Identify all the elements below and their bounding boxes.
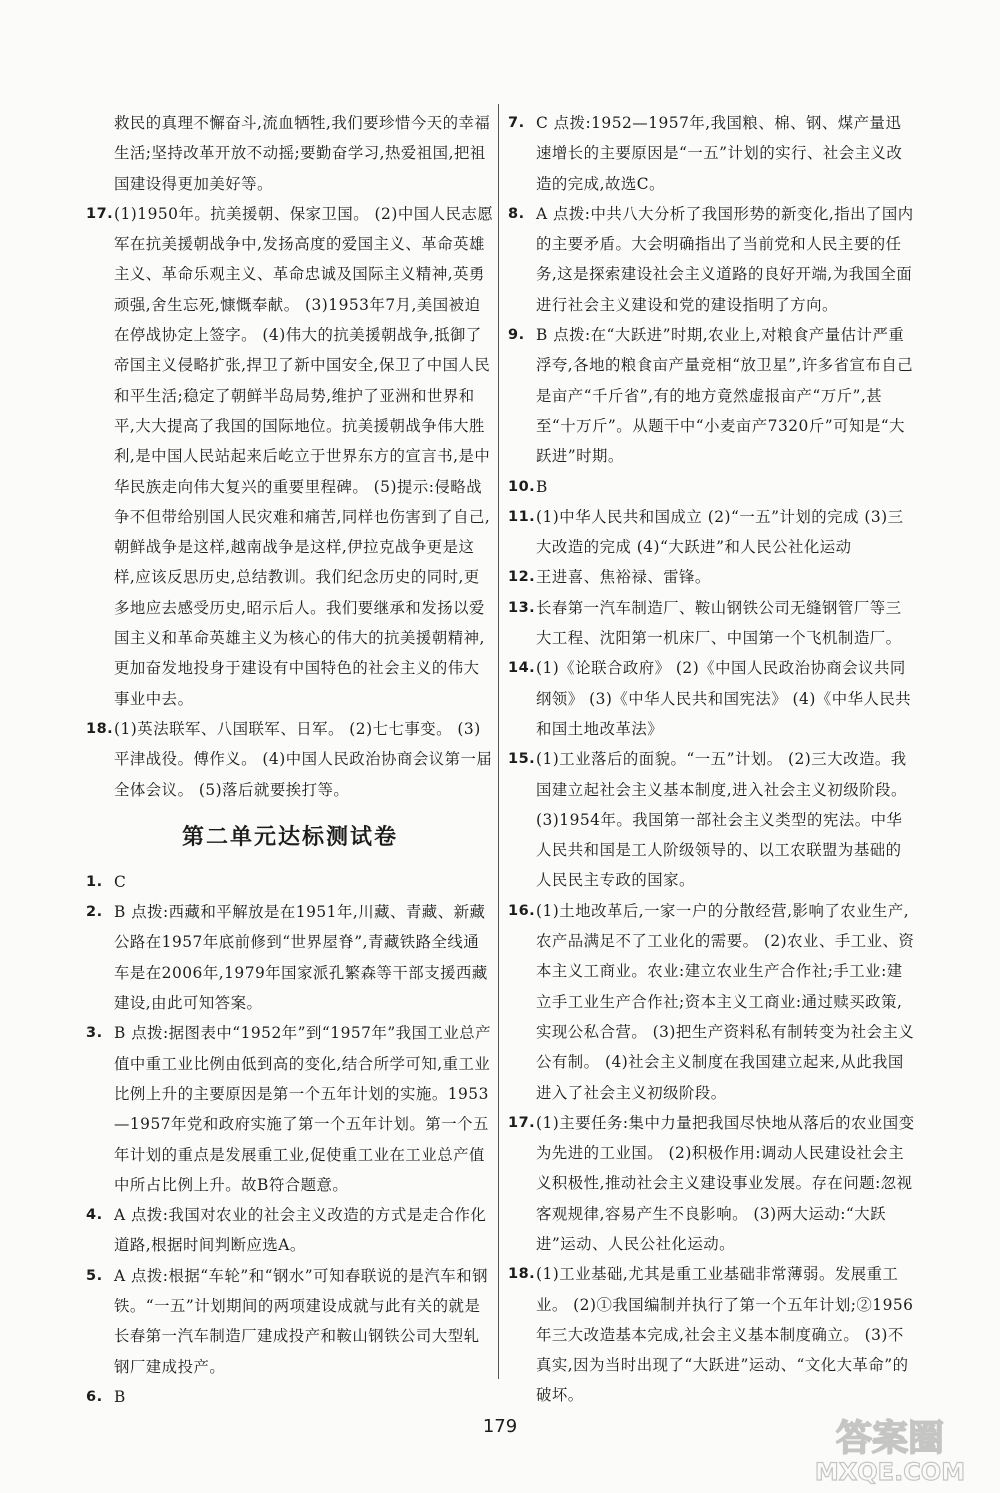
answer-item-continued	[86, 108, 494, 199]
item-number: 11.	[508, 508, 536, 525]
item-number: 17.	[508, 1114, 536, 1131]
watermark-text: 答案圈	[835, 1418, 945, 1459]
item-number: 18.	[508, 1266, 536, 1283]
answer-item-17	[508, 1108, 916, 1259]
item-number: 5.	[86, 1267, 103, 1284]
item-text: (1)1950年。抗美援朝、保家卫国。 (2)中国人民志愿军在抗美援朝战争中,发扬高度的爱国主义、革命英雄主义、革命乐观主义、革命忠诚及国际主义精神,英勇顽强,舍生忘死,慷慨奉献。 (3)1953年7月,美国被迫在停战协定上签字。 (4)伟大的抗美援朝战争,抵御了帝国主义侵略扩张,捍卫了新中国安全,保卫了中国人民和平生活;稳定了朝鲜半岛局势,维护了亚洲和世界和平,大大提高了我国的国际地位。抗美援朝战争伟大胜利,是中国人民站起来后屹立于世界东方的宣言书,是中华民族走向伟大复兴的重要里程碑。 (5)提示:侵略战争不但带给别国人民灾难和痛苦,同样也伤害到了自己,朝鲜战争是这样,越南战争是这样,伊拉克战争更是这样,应该反思历史,总结教训。我们纪念历史的同时,更多地应去感受历史,昭示后人。我们要继承和发扬以爱国主义和革命英雄主义为核心的伟大的抗美援朝精神,更加奋发地投身于建设有中国特色的社会主义的伟大事业中去。	[114, 204, 494, 708]
item-number: 15.	[508, 751, 536, 768]
answer-item-15	[508, 744, 916, 895]
item-text: B	[536, 477, 548, 496]
item-text: 长春第一汽车制造厂、鞍山钢铁公司无缝钢管厂等三大工程、沈阳第一机床厂、中国第一个飞机制造厂。	[536, 598, 902, 648]
item-text: B 点拨:据图表中“1952年”到“1957年”我国工业总产值中重工业比例由低到高的变化,结合所学可知,重工业比例上升的主要原因是第一个五年计划的实施。1953—1957年党和政府实施了第一个五年计划。第一个五年计划的重点是发展重工业,促使重工业在工业总产值中所占比例上升。故B符合题意。	[114, 1024, 492, 1194]
item-number: 17.	[86, 205, 114, 222]
answer-item-7	[508, 108, 916, 199]
right-column	[508, 108, 916, 1411]
answer-item-13	[508, 593, 916, 654]
answer-item-6	[86, 1382, 494, 1412]
item-number: 13.	[508, 599, 536, 616]
answer-item-8	[508, 199, 916, 320]
item-number: 12.	[508, 569, 536, 586]
item-text: B 点拨:西藏和平解放是在1951年,川藏、青藏、新藏公路在1957年底前修到“世界屋脊”,青藏铁路全线通车是在2006年,1979年国家派孔繁森等干部支援西藏建设,由此可知答案。	[114, 903, 488, 1013]
answer-item-4	[86, 1200, 494, 1261]
item-text: C 点拨:1952—1957年,我国粮、棉、钢、煤产量迅速增长的主要原因是“一五”计划的实行、社会主义改造的完成,故选C。	[536, 114, 903, 193]
answer-item-10	[508, 472, 916, 502]
watermark-logo	[795, 1410, 985, 1488]
item-number: 9.	[508, 327, 525, 344]
item-text: (1)工业基础,尤其是重工业基础非常薄弱。发展重工业。 (2)①我国编制并执行了第一个五年计划;②1956年三大改造基本完成,社会主义基本制度确立。 (3)不真实,因为当时出现了“大跃进”运动、“文化大革命”的破坏。	[536, 1265, 914, 1405]
answer-item-16	[508, 896, 916, 1108]
answer-item-14	[508, 653, 916, 744]
answer-item-9	[508, 320, 916, 471]
column-divider	[498, 104, 499, 1379]
item-text: (1)主要任务:集中力量把我国尽快地从落后的农业国变为先进的工业国。 (2)积极作用:调动人民建设社会主义积极性,推动社会主义建设事业发展。存在问题:忽视客观规律,容易产生不良影响。 (3)两大运动:“大跃进”运动、人民公社化运动。	[536, 1113, 915, 1253]
item-text: B	[114, 1387, 126, 1406]
answer-item-2	[86, 897, 494, 1018]
item-number: 10.	[508, 478, 536, 495]
item-number: 16.	[508, 902, 536, 919]
item-text: A 点拨:我国对农业的社会主义改造的方式是走合作化道路,根据时间判断应选A。	[114, 1206, 487, 1255]
item-number: 4.	[86, 1207, 103, 1224]
answer-item-17	[86, 199, 494, 714]
item-number: 18.	[86, 720, 114, 737]
answer-item-1	[86, 867, 494, 897]
item-number: 2.	[86, 904, 103, 921]
item-text: (1)《论联合政府》 (2)《中国人民政治协商会议共同纲领》 (3)《中华人民共和国宪法》 (4)《中华人民共和国土地改革法》	[536, 659, 912, 738]
item-text: (1)土地改革后,一家一户的分散经营,影响了农业生产,农产品满足不了工业化的需要。 (2)农业、手工业、资本主义工商业。农业:建立农业生产合作社;手工业:建立手工业生产合作社;资本主义工商业:通过赎买政策,实现公私合营。 (3)把生产资料私有制转变为社会主义公有制。 (4)社会主义制度在我国建立起来,从此我国进入了社会主义初级阶段。	[536, 901, 915, 1102]
item-number: 7.	[508, 115, 525, 131]
item-number: 6.	[86, 1388, 103, 1405]
item-text: B 点拨:在“大跃进”时期,农业上,对粮食产量估计严重浮夸,各地的粮食亩产量竞相“放卫星”,许多省宣布自己是亩产“千斤省”,有的地方竟然虚报亩产“万斤”,甚至“十万斤”。从题干中“小麦亩产7320斤”可知是“大跃进”时期。	[536, 326, 914, 466]
item-text: (1)中华人民共和国成立 (2)“一五”计划的完成 (3)三大改造的完成 (4)“大跃进”和人民公社化运动	[536, 507, 904, 557]
section-title: 第二单元达标测试卷	[181, 824, 398, 850]
item-text: 王进喜、焦裕禄、雷锋。	[536, 568, 711, 587]
item-text: (1)英法联军、八国联军、日军。 (2)七七事变。 (3)平津战役。傅作义。 (4)中国人民政治协商会议第一届全体会议。 (5)落后就要挨打等。	[114, 719, 493, 799]
item-text: 救民的真理不懈奋斗,流血牺牲,我们要珍惜今天的幸福生活;坚持改革开放不动摇;要勤奋学习,热爱祖国,把祖国建设得更加美好等。	[114, 114, 491, 193]
answer-item-18	[508, 1259, 916, 1410]
left-column	[86, 108, 494, 1412]
item-number: 14.	[508, 660, 536, 677]
answer-item-18	[86, 714, 494, 805]
page-number: 179	[482, 1416, 518, 1437]
item-number: 3.	[86, 1025, 103, 1042]
item-text: (1)工业落后的面貌。“一五”计划。 (2)三大改造。我国建立起社会主义基本制度,进入社会主义初级阶段。(3)1954年。我国第一部社会主义类型的宪法。中华人民共和国是工人阶级领导的、以工农联盟为基础的人民民主专政的国家。	[536, 750, 907, 890]
item-text: C	[114, 872, 127, 891]
answer-item-12	[508, 562, 916, 592]
answer-item-5	[86, 1261, 494, 1382]
watermark-url: MXQE.COM	[814, 1458, 966, 1486]
item-text: A 点拨:根据“车轮”和“钢水”可知春联说的是汽车和钢铁。“一五”计划期间的两项建设成就与此有关的就是长春第一汽车制造厂建成投产和鞍山钢铁公司大型轧钢厂建成投产。	[114, 1266, 488, 1376]
answer-item-3	[86, 1018, 494, 1200]
item-text: A 点拨:中共八大分析了我国形势的新变化,指出了国内的主要矛盾。大会明确指出了当前党和人民主要的任务,这是探索建设社会主义道路的良好开端,为我国全面进行社会主义建设和党的建设指明了方向。	[536, 204, 914, 314]
answer-item-11	[508, 502, 916, 563]
item-number: 8.	[508, 205, 525, 222]
item-number: 1.	[86, 873, 103, 890]
